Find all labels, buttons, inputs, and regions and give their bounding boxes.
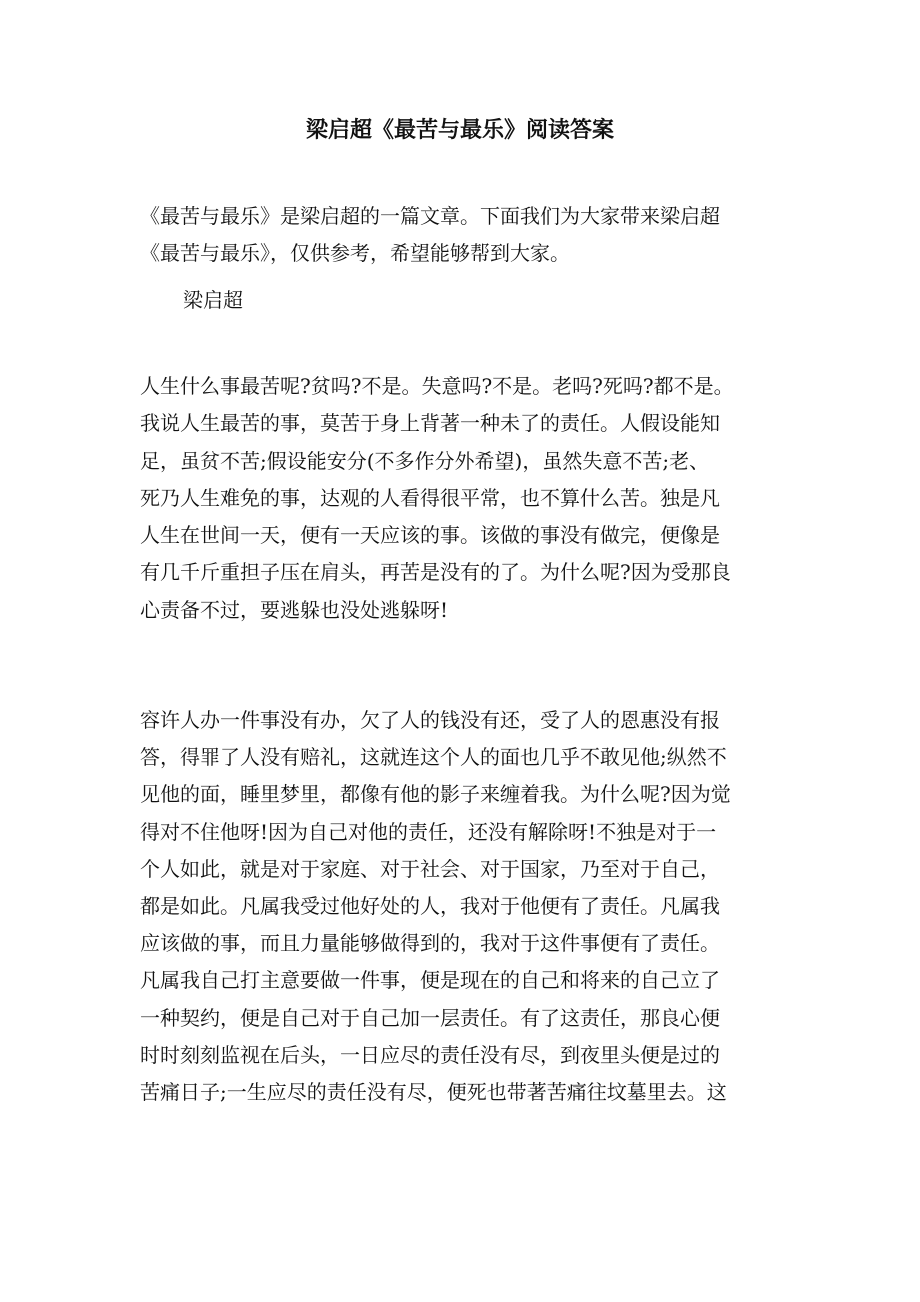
paragraph-line: 死乃人生难免的事，达观的人看得很平常，也不算什么苦。独是凡 <box>140 485 720 510</box>
paragraph-line: 人生什么事最苦呢?贫吗?不是。失意吗?不是。老吗?死吗?都不是。 <box>140 374 734 398</box>
paragraph-line: 心责备不过，要逃躲也没处逃躲呀! <box>140 597 449 622</box>
paragraph-line: 应该做的事，而且力量能够做得到的，我对于这件事便有了责任。 <box>140 931 720 956</box>
paragraph-line: 我说人生最苦的事，莫苦于身上背著一种未了的责任。人假设能知 <box>140 411 720 436</box>
paragraph-line: 人生在世间一天，便有一天应该的事。该做的事没有做完，便像是 <box>140 523 720 548</box>
body-paragraph-2 <box>140 702 780 1111</box>
paragraph-line: 容许人办一件事没有办，欠了人的钱没有还，受了人的恩惠没有报 <box>140 708 720 732</box>
paragraph-line: 见他的面，睡里梦里，都像有他的影子来缠着我。为什么呢?因为觉 <box>140 782 731 807</box>
paragraph-line: 个人如此，就是对于家庭、对于社会、对于国家，乃至对于自己， <box>140 856 720 881</box>
paragraph-line: 得对不住他呀!因为自己对他的责任，还没有解除呀!不独是对于一 <box>140 819 717 844</box>
author-label: 梁启超 <box>183 288 243 312</box>
paragraph-line: 答，得罪了人没有赔礼，这就连这个人的面也几乎不敢见他;纵然不 <box>140 745 727 770</box>
intro-line: 《最苦与最乐》，仅供参考，希望能够帮到大家。 <box>140 241 570 265</box>
paragraph-line: 一种契约，便是自己对于自己加一层责任。有了这责任，那良心便 <box>140 1005 720 1030</box>
body-paragraph-1 <box>140 368 780 629</box>
paragraph-line: 有几千斤重担子压在肩头，再苦是没有的了。为什么呢?因为受那良 <box>140 560 731 585</box>
page-title: 梁启超《最苦与最乐》阅读答案 <box>305 117 614 143</box>
paragraph-line: 足，虽贫不苦;假设能安分(不多作分外希望)，虽然失意不苦;老、 <box>140 448 710 473</box>
paragraph-line: 时时刻刻监视在后头，一日应尽的责任没有尽，到夜里头便是过的 <box>140 1042 720 1067</box>
paragraph-line: 苦痛日子;一生应尽的责任没有尽，便死也带著苦痛往坟墓里去。这 <box>140 1079 727 1104</box>
intro-paragraph <box>140 198 780 272</box>
intro-line: 《最苦与最乐》是梁启超的一篇文章。下面我们为大家带来梁启超 <box>140 204 720 228</box>
paragraph-line: 凡属我自己打主意要做一件事，便是现在的自己和将来的自己立了 <box>140 968 720 993</box>
paragraph-line: 都是如此。凡属我受过他好处的人，我对于他便有了责任。凡属我 <box>140 893 720 918</box>
author-name <box>183 282 823 319</box>
